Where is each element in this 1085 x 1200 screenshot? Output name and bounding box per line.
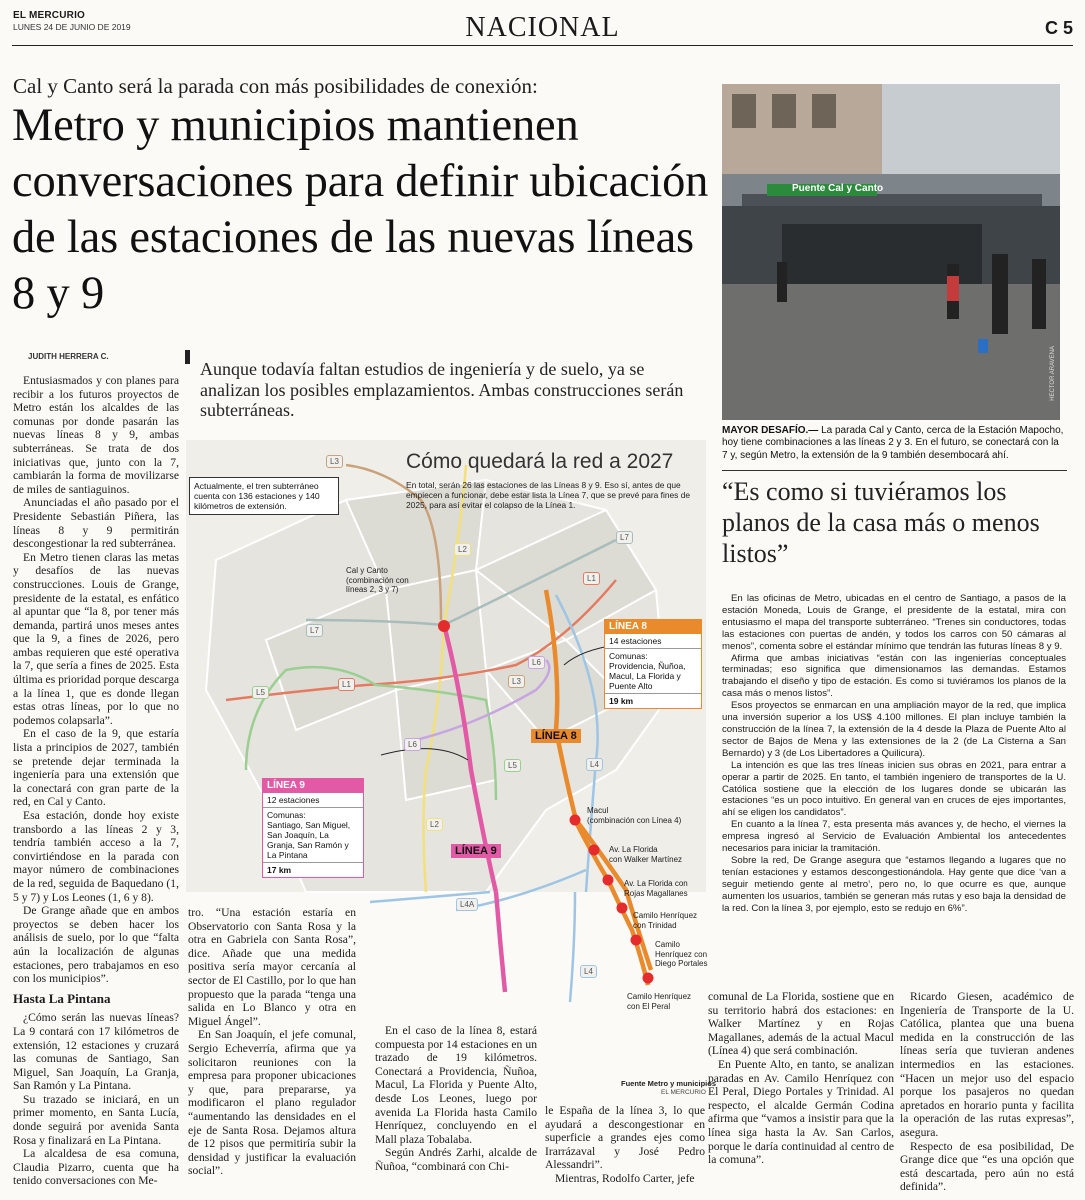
article-column-2 [188,906,356,1194]
paragraph: En Puente Alto, en tanto, se analizan paradas en Av. Camilo Henríquez con El Peral, Diego Portales y Trinidad. Al respecto, el alcalde Germán Codina afirma que “vamos a insistir para que la línea siga hasta la Av. San Carlos, porque le daría continuidad al centro de la comuna”. [708,1057,894,1167]
deck: Aunque todavía faltan estudios de ingeniería y de suelo, ya se analizan los posibles emplazamientos. Ambas construcciones serán subterráneas. [200,359,684,420]
line-8-comunas: Providencia, Ñuñoa, Macul, La Florida y Puente Alto [605,661,701,694]
paragraph: En San Joaquín, el jefe comunal, Sergio Echeverría, afirma que ya solicitaron reuniones con la empresa para proponer ubicaciones y que, para prepararse, ya modificaron el plano regulador “aumentando las densidades en el eje de Santa Rosa. Dejamos altura de 12 pisos que permitiría subir la densidad y justificar la evaluación social”. [188,1028,356,1178]
tag-l4a: L4A [456,898,478,911]
line-9-title: LÍNEA 9 [263,779,363,793]
masthead-rule [12,45,1073,46]
tag-l3: L3 [508,675,525,688]
subhead: Hasta La Pintana [13,990,111,1006]
map-title: Cómo quedará la red a 2027 [406,450,674,473]
paragraph: En Metro tienen claras las metas y desafíos de las nuevas construcciones. Louis de Grange, presidente de la estatal, es enfático al apuntar que “la 8, por tener más demanda, partirá unos meses antes que la 9, a fines de 2026, pero ambas requieren que esté operativa la 7, que sería a fines de 2025. Esta última es prioridad porque descarga a la línea 1, que es donde llegan estas otras líneas, por lo que no podemos colapsarla”. [13,550,179,727]
paragraph: Anunciadas el año pasado por el Presidente Sebastián Piñera, las líneas 8 y 9 permitirán descongestionar la red subterránea. [13,496,179,551]
station-label: Av. La Florida con Rojas Magallanes [624,879,688,898]
paragraph: La intención es que las tres líneas inicien sus obras en 2021, para entrar a operar a partir de 2025. En tanto, el también ingeniero de transportes de la U. Católica sostiene que la elección de los lugares donde se ubicarán las estaciones “es un poco intuitivo. En general van en cruces de ejes importantes, ahí se eligen los candidatos”. [722,759,1066,819]
line-9-south [496,892,505,992]
station-label: Macul (combinación con Línea 4) [587,806,682,825]
caption-text: La parada Cal y Canto, cerca de la Estación Mapocho, hoy tiene combinaciones a las líneas 2 y 3. En el futuro, se conectará con la 7 y, según Metro, la extensión de la 9 también desembocará ahí. [722,425,1064,461]
station-label: Camilo Henríquez con Trinidad [633,911,698,930]
article-column-5 [708,990,894,1194]
paragraph: Afirma que ambas iniciativas “están con las ingenierías conceptuales terminadas; eso significa que dimensionamos las demandas. Estamos trabajando el diseño y tipo de estación. Es como si tuviéramos los planos de la casa más o menos listos”. [722,652,1066,700]
line-8-comunas-label: Comunas: [609,651,648,661]
paragraph: Sobre la red, De Grange asegura que “estamos llegando a lugares que no tenían estaciones y estamos descongestionándola. Hay gente que dice ‘van a seguir metiendo gente al metro’, pero no, lo que ocurre es que, aunque aumenten los usuarios, también se generan más rutas y eso baja la densidad de la red. Con la línea 3, por ejemplo, esto se redujo en 6%”. [722,854,1066,914]
paragraph: Esos proyectos se enmarcan en una ampliación mayor de la red, que implica una inversión superior a los US$ 4.100 millones. El plan incluye también la construcción de la línea 7, la extensión de la 4 desde la Plaza de Puente Alto al sector de Bajos de Mena y las extensiones de la 2 (de La Cisterna a San Bernardo) y 3 (de Los Libertadores a Quilicura). [722,700,1066,759]
photo-sign: Puente Cal y Canto [792,183,884,194]
paragraph: tro. “Una estación estaría en Observatorio con Santa Rosa y la otra en Gabriela con Santa Rosa”, dice. Añade que una medida positiva sería mayor cercanía al sector de El Castillo, por lo que han propuesto que la parada “tenga una salida en Lo Blanco y otra en Miguel Ángel”. [188,906,356,1028]
line-9-stations: 12 estaciones [263,793,363,808]
station-label: Av. La Florida con Walker Martínez [609,845,683,864]
tag-l6: L6 [528,656,545,669]
cal-y-canto-label: Cal y Canto (combinación con líneas 2, 3 y 7) [346,566,409,594]
article-column-6 [900,990,1074,1194]
sidebar-quote: “Es como si tuviéramos los planos de la casa más o menos listos” [722,477,1040,568]
tag-l3: L3 [326,455,343,468]
paragraph: Mientras, Rodolfo Carter, jefe [555,1171,695,1185]
paragraph: le España de la línea 3, lo que ayudará a descongestionar en superficie a grandes ejes como Irarrázaval y José Pedro Alessandri”. [545,1104,705,1172]
map-intro: En total, serán 26 las estaciones de las Líneas 8 y 9. Eso sí, antes de que empiecen a funcionar, debe estar lista la Línea 7, que se prevé para fines de 2025, para así evitar el colapso de la Línea 1. [406,480,691,510]
tag-l6: L6 [404,738,421,751]
line-l4-south [570,892,575,1002]
photo-caption [722,425,1067,462]
tag-l7: L7 [306,624,323,637]
line-8-title: LÍNEA 8 [605,620,701,634]
map-source: Fuente Metro y municipios [621,1079,717,1088]
line-9-comunas: Santiago, San Miguel, San Joaquín, La Granja, San Ramón y La Pintana [263,820,363,863]
line-8-map-label: LÍNEA 8 [531,729,581,743]
issue-date: LUNES 24 DE JUNIO DE 2019 [13,22,131,32]
paragraph: Esa estación, donde hoy existe transbordo a las líneas 2 y 3, tendría también acceso a la 7, convirtiéndose en la parada con mayor número de combinaciones de la red, seguida de Baquedano (1, 5 y 7) y Los Leones (1, 6 y 8). [13,809,179,904]
tag-l1: L1 [583,572,600,585]
deck-mark [185,350,190,364]
line-8-stations: 14 estaciones [605,634,701,649]
paper-name: EL MERCURIO [13,10,86,21]
station-label: Camilo Henríquez con Diego Portales [655,940,708,968]
tag-l5: L5 [252,686,269,699]
tag-l2: L2 [426,818,443,831]
paragraph: Según Andrés Zarhi, alcalde de Ñuñoa, “combinará con Chi- [375,1146,537,1173]
paragraph: ¿Cómo serán las nuevas líneas? La 9 contará con 17 kilómetros de extensión, 12 estaciones y cruzará las comunas de Santiago, San Miguel, San Joaquín, La Granja, San Ramón y La Pintana. [13,1011,179,1093]
station-dot [603,875,614,886]
byline: JUDITH HERRERA C. [28,352,109,361]
station-photo [722,84,1060,420]
article-column-3 [375,1024,537,1194]
sidebar-body [722,593,1066,951]
line-9-comunas-label: Comunas: [267,810,306,820]
article-column-1 [13,374,179,1188]
paragraph: comunal de La Florida, sostiene que en su territorio habrá dos estaciones: en Walker Martínez y en Rojas Magallanes, además de la actual Macul (Línea 4) que será combinación. [708,990,894,1058]
paragraph: La alcaldesa de esa comuna, Claudia Pizarro, cuenta que ha tenido conversaciones con Me- [13,1147,179,1188]
section-title: NACIONAL [465,12,620,43]
line-8-length: 19 km [609,696,634,706]
photo-illustration [722,84,1060,420]
map-lower-lines [370,892,660,1002]
line-9-info-box [262,778,364,878]
sidebar-rule [722,470,1067,471]
tag-l7: L7 [616,531,633,544]
headline: Metro y municipios mantienen conversaciones para definir ubicación de las estaciones de las nuevas líneas 8 y 9 [12,100,709,319]
paragraph: De Grange añade que en ambos proyectos se deben hacer los análisis de suelo, por lo que “falta aún la localización de algunas estaciones, pero trabajamos en eso con los municipios”. [13,904,179,986]
tag-l4: L4 [586,758,603,771]
paragraph: En cuanto a la línea 7, esta presenta más avances y, de hecho, el viernes la empresa ingresó al Servicio de Evaluación Ambiental los antecedentes necesarios para iniciar la tramitación. [722,819,1066,855]
paragraph: En el caso de la 9, que estaría lista a principios de 2027, también se pretende dejar terminada la ingeniería para una extensión que la conectará con gran parte de la red, en Cal y Canto. [13,727,179,809]
kicker: Cal y Canto será la parada con más posibilidades de conexión: [13,74,538,98]
page-number: C 5 [1044,18,1073,38]
line-8-info-box [604,619,702,709]
line-9-length: 17 km [267,865,292,875]
paragraph: Respecto de esa posibilidad, De Grange dice que “es una opción que está descartada, pero aún no está definida”. [900,1139,1074,1194]
tag-l2: L2 [454,543,471,556]
caption-lead: MAYOR DESAFÍO.— [722,425,819,436]
line-9-map-label: LÍNEA 9 [451,844,501,858]
paragraph: Su trazado se iniciará, en un primer momento, en Santa Lucía, donde seguirá por avenida Santa Rosa y finalizará en La Pintana. [13,1092,179,1147]
photo-credit: HÉCTOR ARAVENA [1050,346,1056,401]
paragraph: En las oficinas de Metro, ubicadas en el centro de Santiago, a pasos de la estación Moneda, Louis de Grange, el presidente de la estatal, mira con entusiasmo el mapa del transporte subterráneo. “Trenes sin conductores, todas las estaciones con puertas de andén, y todos los carros con 50 cámaras al menos”, comenta sobre el estándar mínimo que tendrán las futuras líneas 8 y 9. [722,593,1066,652]
paragraph: Entusiasmados y con planes para recibir a los futuros proyectos de Metro están los alcaldes de las comunas por donde pasarán las nuevas líneas 8 y 9, ambas subterráneas. Se trata de dos iniciativas que, junto con la 7, cambiarán la forma de movilizarse de miles de santiaguinos. [13,374,179,496]
article-column-4 [545,1104,705,1194]
map-credit: EL MERCURIO [661,1089,706,1096]
tag-l4: L4 [580,965,597,978]
tag-l1: L1 [338,678,355,691]
paragraph: Ricardo Giesen, académico de Ingeniería de Transporte de la U. Católica, plantea que una buena medida en la construcción de las líneas sería que tuvieran andenes intermedios en las estaciones. “Hacen un mejor uso del espacio porque los pasajeros no quedan apretados en horario punta y facilita la operación de las rutas expresas”, asegura. [900,990,1074,1139]
current-network-box: Actualmente, el tren subterráneo cuenta con 136 estaciones y 140 kilómetros de extensión. [189,477,339,515]
station-dot [570,815,581,826]
tag-l5: L5 [504,759,521,772]
station-dot [589,845,600,856]
cal-y-canto-station [438,620,450,632]
station-label: Camilo Henríquez con El Peral [627,992,692,1011]
paragraph: En el caso de la línea 8, estará compuesta por 14 estaciones en un trazado de 19 kilómetros. Conectará a Providencia, Ñuñoa, Macul, La Florida y Puente Alto, desde Los Leones, luego por avenida La Florida hasta Camilo Henríquez, concluyendo en el Mall plaza Tobalaba. [375,1024,537,1146]
